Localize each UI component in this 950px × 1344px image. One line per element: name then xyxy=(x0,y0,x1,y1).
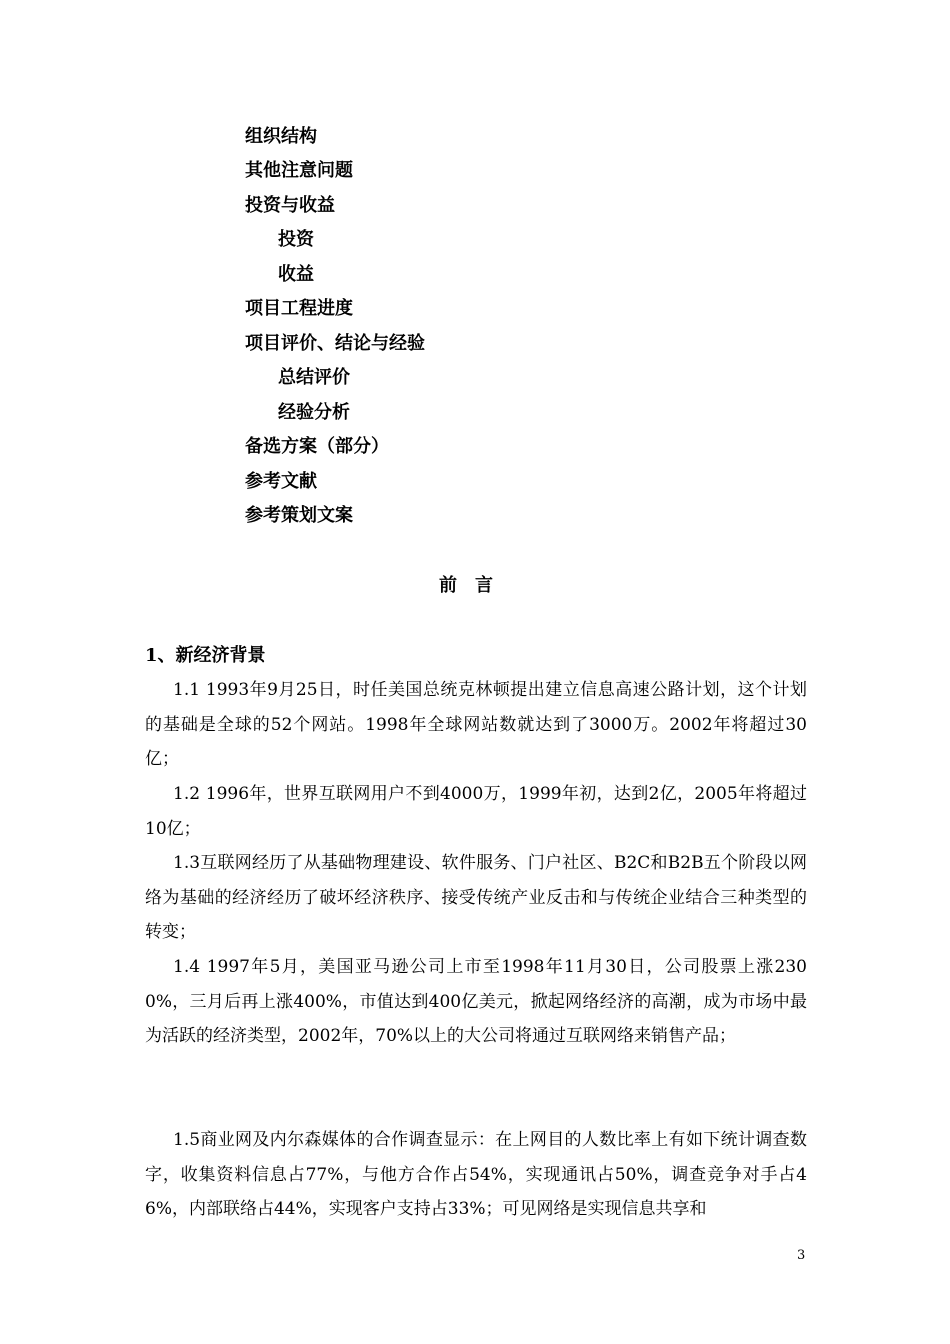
toc-subitem: 总结评价 xyxy=(278,367,350,388)
section-title: 1、新经济背景 xyxy=(145,645,266,666)
paragraph: 1.1 1993年9月25日，时任美国总统克林顿提出建立信息高速公路计划，这个计划的基础是全球的52个网站。1998年全球网站数就达到了3000万。2002年将超过30亿； xyxy=(145,680,807,770)
toc-item: 项目工程进度 xyxy=(245,298,353,319)
paragraph: 1.2 1996年，世界互联网用户不到4000万，1999年初，达到2亿，2005年将超过10亿； xyxy=(145,784,807,839)
toc-item: 组织结构 xyxy=(245,126,317,147)
toc-item: 备选方案（部分） xyxy=(245,436,389,457)
toc-item: 参考文献 xyxy=(245,471,317,492)
paragraph: 1.4 1997年5月，美国亚马逊公司上市至1998年11月30日，公司股票上涨2300%，三月后再上涨400%，市值达到400亿美元，掀起网络经济的高潮，成为市场中最为活跃的经济类型，2002年，70%以上的大公司将通过互联网络来销售产品； xyxy=(145,957,807,1047)
page-number: 3 xyxy=(797,1248,806,1263)
toc-item: 其他注意问题 xyxy=(245,160,353,181)
paragraph: 1.5商业网及内尔森媒体的合作调查显示：在上网目的人数比率上有如下统计调查数字，收集资料信息占77%，与他方合作占54%，实现通讯占50%，调查竞争对手占46%，内部联络占44%，实现客户支持占33%；可见网络是实现信息共享和 xyxy=(145,1130,807,1220)
toc-item: 投资与收益 xyxy=(245,195,335,216)
preface-heading: 前言 xyxy=(439,575,511,596)
toc-item: 参考策划文案 xyxy=(245,505,353,526)
toc-subitem: 收益 xyxy=(278,264,314,285)
toc-subitem: 经验分析 xyxy=(278,402,350,423)
toc-item: 项目评价、结论与经验 xyxy=(245,333,425,354)
toc-subitem: 投资 xyxy=(278,229,314,250)
paragraph: 1.3互联网经历了从基础物理建设、软件服务、门户社区、B2C和B2B五个阶段以网络为基础的经济经历了破坏经济秩序、接受传统产业反击和与传统企业结合三种类型的转变； xyxy=(145,853,807,943)
